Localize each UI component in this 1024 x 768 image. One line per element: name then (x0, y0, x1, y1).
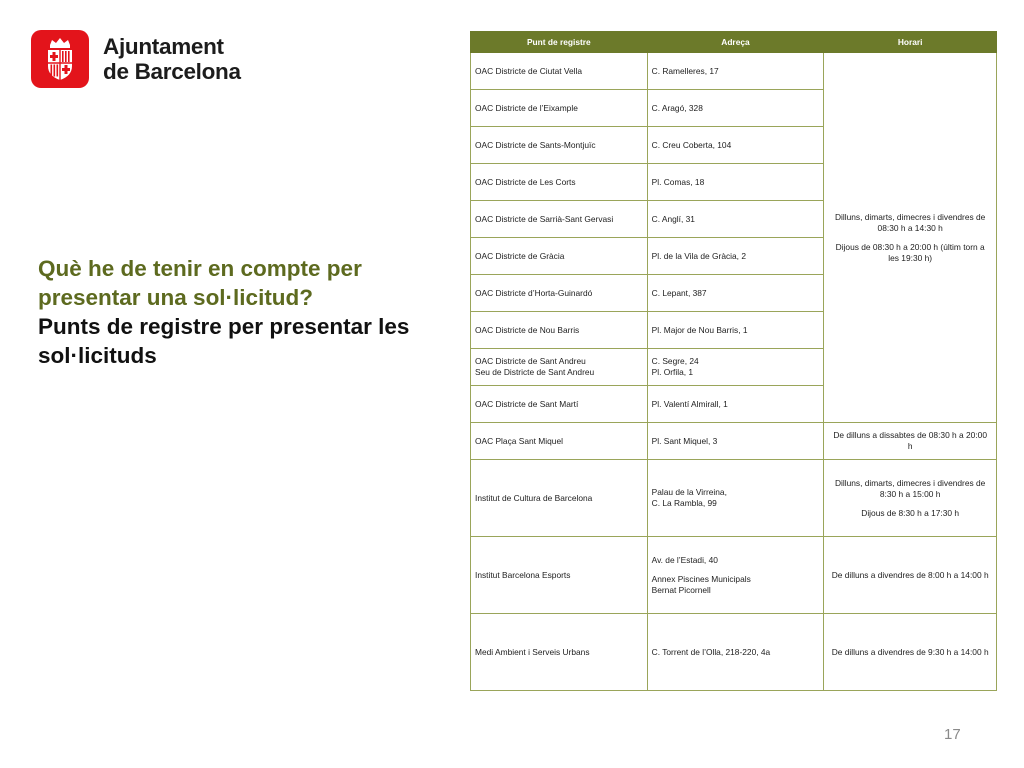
cell-line: Dilluns, dimarts, dimecres i divendres de 8:30 h a 15:00 h (834, 477, 986, 499)
registration-points-table (470, 31, 997, 691)
cell-line: Medi Ambient i Serveis Urbans (475, 646, 590, 657)
cell-line: C. Lepant, 387 (651, 287, 707, 298)
cell-line: C. Ramelleres, 17 (651, 65, 719, 76)
logo-line-1: Ajuntament (103, 34, 224, 59)
cell-adreca (647, 386, 824, 423)
cell-line: OAC Districte de Ciutat Vella (475, 65, 583, 76)
cell-line: Pl. Orfila, 1 (651, 367, 694, 377)
cell-line: Institut de Cultura de Barcelona (475, 492, 593, 503)
cell-adreca (647, 90, 824, 127)
cell-punt (471, 349, 648, 386)
cell-adreca (647, 614, 824, 691)
header-punt: Punt de registre (471, 32, 648, 53)
cell-adreca (647, 201, 824, 238)
cell-adreca (647, 460, 824, 537)
heading-subtitle: Punts de registre per presentar les sol·licituds (38, 314, 410, 368)
cell-line: C. Creu Coberta, 104 (651, 139, 732, 150)
cell-line: OAC Districte de Gràcia (475, 250, 565, 261)
cell-line: C. Anglí, 31 (651, 213, 695, 224)
cell-horari (824, 423, 997, 460)
cell-line: Pl. Valentí Almirall, 1 (651, 398, 728, 409)
cell-horari (824, 460, 997, 537)
table-row (471, 537, 997, 614)
cell-line: Seu de Districte de Sant Andreu (475, 367, 595, 377)
cell-punt (471, 53, 648, 90)
cell-horari (824, 614, 997, 691)
cell-line: Institut Barcelona Esports (475, 569, 571, 580)
cell-line: Palau de la Virreina, (651, 487, 727, 497)
cell-line: Annex Piscines Municipals (651, 573, 751, 584)
cell-punt (471, 164, 648, 201)
table-row (471, 460, 997, 537)
cell-punt (471, 201, 648, 238)
cell-line: OAC Districte de Sants-Montjuïc (475, 139, 596, 150)
cell-line: OAC Districte de Sant Martí (475, 398, 579, 409)
cell-line: Pl. Sant Miquel, 3 (651, 435, 718, 446)
cell-line: Dijous de 8:30 h a 17:30 h (861, 507, 960, 518)
cell-line: Pl. de la Vila de Gràcia, 2 (651, 250, 746, 261)
cell-line: OAC Districte de Les Corts (475, 176, 576, 187)
cell-horari (824, 53, 997, 423)
cell-punt (471, 127, 648, 164)
cell-line: OAC Districte de Nou Barris (475, 324, 580, 335)
page-number: 17 (944, 726, 961, 743)
table-row (471, 53, 997, 90)
barcelona-coat-of-arms-icon (31, 30, 89, 88)
cell-line: C. Torrent de l’Olla, 218-220, 4a (651, 646, 771, 657)
cell-line: OAC Plaça Sant Miquel (475, 435, 563, 446)
heading-question: Què he de tenir en compte per presentar una sol·licitud? (38, 256, 362, 310)
cell-punt (471, 238, 648, 275)
table-header-row (471, 32, 997, 53)
cell-punt (471, 90, 648, 127)
cell-adreca (647, 238, 824, 275)
cell-punt (471, 614, 648, 691)
logo-line-2: de Barcelona (103, 59, 241, 84)
cell-adreca (647, 275, 824, 312)
header-adreca: Adreça (647, 32, 824, 53)
logo-text (103, 34, 241, 84)
table-row (471, 423, 997, 460)
cell-line: C. La Rambla, 99 (651, 498, 717, 508)
cell-adreca (647, 312, 824, 349)
cell-punt (471, 312, 648, 349)
cell-adreca (647, 164, 824, 201)
cell-line: OAC Districte de l’Eixample (475, 102, 578, 113)
logo (31, 30, 241, 88)
table-row (471, 614, 997, 691)
cell-punt (471, 386, 648, 423)
cell-line: De dilluns a divendres de 9:30 h a 14:00 h (831, 646, 989, 657)
cell-punt (471, 460, 648, 537)
cell-line: OAC Districte de Sant Andreu (475, 356, 586, 366)
cell-line: Av. de l’Estadi, 40 (651, 554, 718, 565)
cell-line: Dijous de 08:30 h a 20:00 h (últim torn a les 19:30 h) (835, 241, 985, 263)
cell-punt (471, 275, 648, 312)
cell-adreca (647, 423, 824, 460)
cell-line: C. Segre, 24 (651, 356, 699, 366)
cell-adreca (647, 349, 824, 386)
cell-line: Bernat Picornell (651, 584, 711, 595)
cell-line: De dilluns a divendres de 8:00 h a 14:00 h (831, 569, 989, 580)
cell-line: Dilluns, dimarts, dimecres i divendres de 08:30 h a 14:30 h (834, 211, 986, 233)
cell-line: C. Aragó, 328 (651, 102, 703, 113)
cell-line: Pl. Major de Nou Barris, 1 (651, 324, 748, 335)
cell-adreca (647, 127, 824, 164)
cell-line: OAC Districte de Sarrià-Sant Gervasi (475, 213, 614, 224)
cell-punt (471, 423, 648, 460)
cell-line: Pl. Comas, 18 (651, 176, 705, 187)
cell-adreca (647, 53, 824, 90)
cell-line: OAC Districte d’Horta-Guinardó (475, 287, 593, 298)
slide-heading (38, 254, 448, 370)
cell-line: De dilluns a dissabtes de 08:30 h a 20:00 h (833, 430, 987, 451)
cell-horari (824, 537, 997, 614)
header-horari: Horari (824, 32, 997, 53)
cell-punt (471, 537, 648, 614)
cell-adreca (647, 537, 824, 614)
